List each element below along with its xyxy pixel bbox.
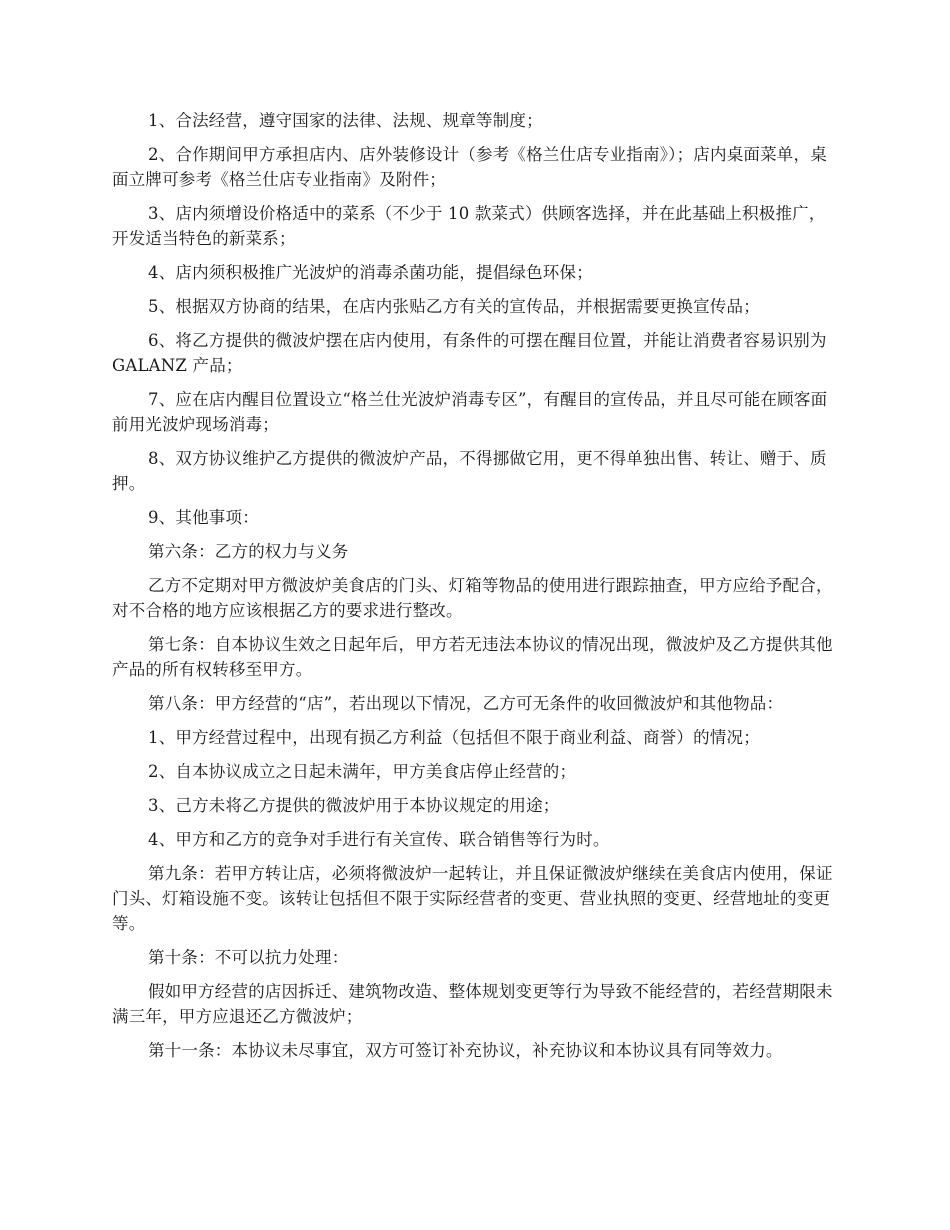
paragraph-clause-1: 1、合法经营，遵守国家的法律、法规、规章等制度； [148, 111, 543, 130]
paragraph-clause-9: 9、其他事项： [148, 508, 259, 527]
article-8-item-2: 2、自本协议成立之日起未满年，甲方美食店停止经营的； [148, 762, 577, 781]
document-body [112, 108, 840, 1072]
article-6-body: 乙方不定期对甲方微波炉美食店的门头、灯箱等物品的使用进行跟踪抽查，甲方应给予配合，对不合格的地方应该根据乙方的要求进行整改。 [112, 576, 833, 620]
paragraph-clause-5: 5、根据双方协商的结果，在店内张贴乙方有关的宣传品，并根据需要更换宣传品； [148, 297, 760, 316]
article-8: 第八条：甲方经营的“店”，若出现以下情况，乙方可无条件的收回微波炉和其他物品： [148, 694, 784, 713]
article-10-heading: 第十条：不可以抗力处理： [148, 948, 349, 967]
article-8-item-3: 3、己方未将乙方提供的微波炉用于本协议规定的用途； [148, 796, 560, 815]
article-7: 第七条：自本协议生效之日起年后，甲方若无违法本协议的情况出现，微波炉及乙方提供其他产品的所有权转移至甲方。 [112, 635, 833, 679]
article-6-heading: 第六条：乙方的权力与义务 [148, 542, 349, 561]
article-8-item-4: 4、甲方和乙方的竞争对手进行有关宣传、联合销售等行为时。 [148, 830, 610, 849]
article-11: 第十一条：本协议未尽事宜，双方可签订补充协议，补充协议和本协议具有同等效力。 [148, 1041, 783, 1060]
paragraph-clause-6: 6、将乙方提供的微波炉摆在店内使用，有条件的可摆在醒目位置，并能让消费者容易识别为 GALANZ 产品； [112, 331, 827, 375]
paragraph-clause-3: 3、店内须增设价格适中的菜系（不少于 10 款菜式）供顾客选择，并在此基础上积极推广，开发适当特色的新菜系； [112, 204, 826, 248]
paragraph-clause-2: 2、合作期间甲方承担店内、店外装修设计（参考《格兰仕店专业指南》）；店内桌面菜单，桌面立牌可参考《格兰仕店专业指南》及附件； [112, 145, 827, 189]
paragraph-clause-4: 4、店内须积极推广光波炉的消毒杀菌功能，提倡绿色环保； [148, 263, 593, 282]
article-10-body: 假如甲方经营的店因拆迁、建筑物改造、整体规划变更等行为导致不能经营的，若经营期限未满三年，甲方应退还乙方微波炉； [112, 982, 833, 1026]
paragraph-clause-7: 7、应在店内醒目位置设立“格兰仕光波炉消毒专区”，有醒目的宣传品，并且尽可能在顾客面前用光波炉现场消毒； [112, 390, 828, 434]
article-9: 第九条：若甲方转让店，必须将微波炉一起转让，并且保证微波炉继续在美食店内使用，保证门头、灯箱设施不变。该转让包括但不限于实际经营者的变更、营业执照的变更、经营地址的变更等。 [112, 864, 833, 933]
article-8-item-1: 1、甲方经营过程中，出现有损乙方利益（包括但不限于商业利益、商誉）的情况； [148, 728, 760, 747]
paragraph-clause-8: 8、双方协议维护乙方提供的微波炉产品，不得挪做它用，更不得单独出售、转让、赠于、质押。 [112, 449, 827, 493]
